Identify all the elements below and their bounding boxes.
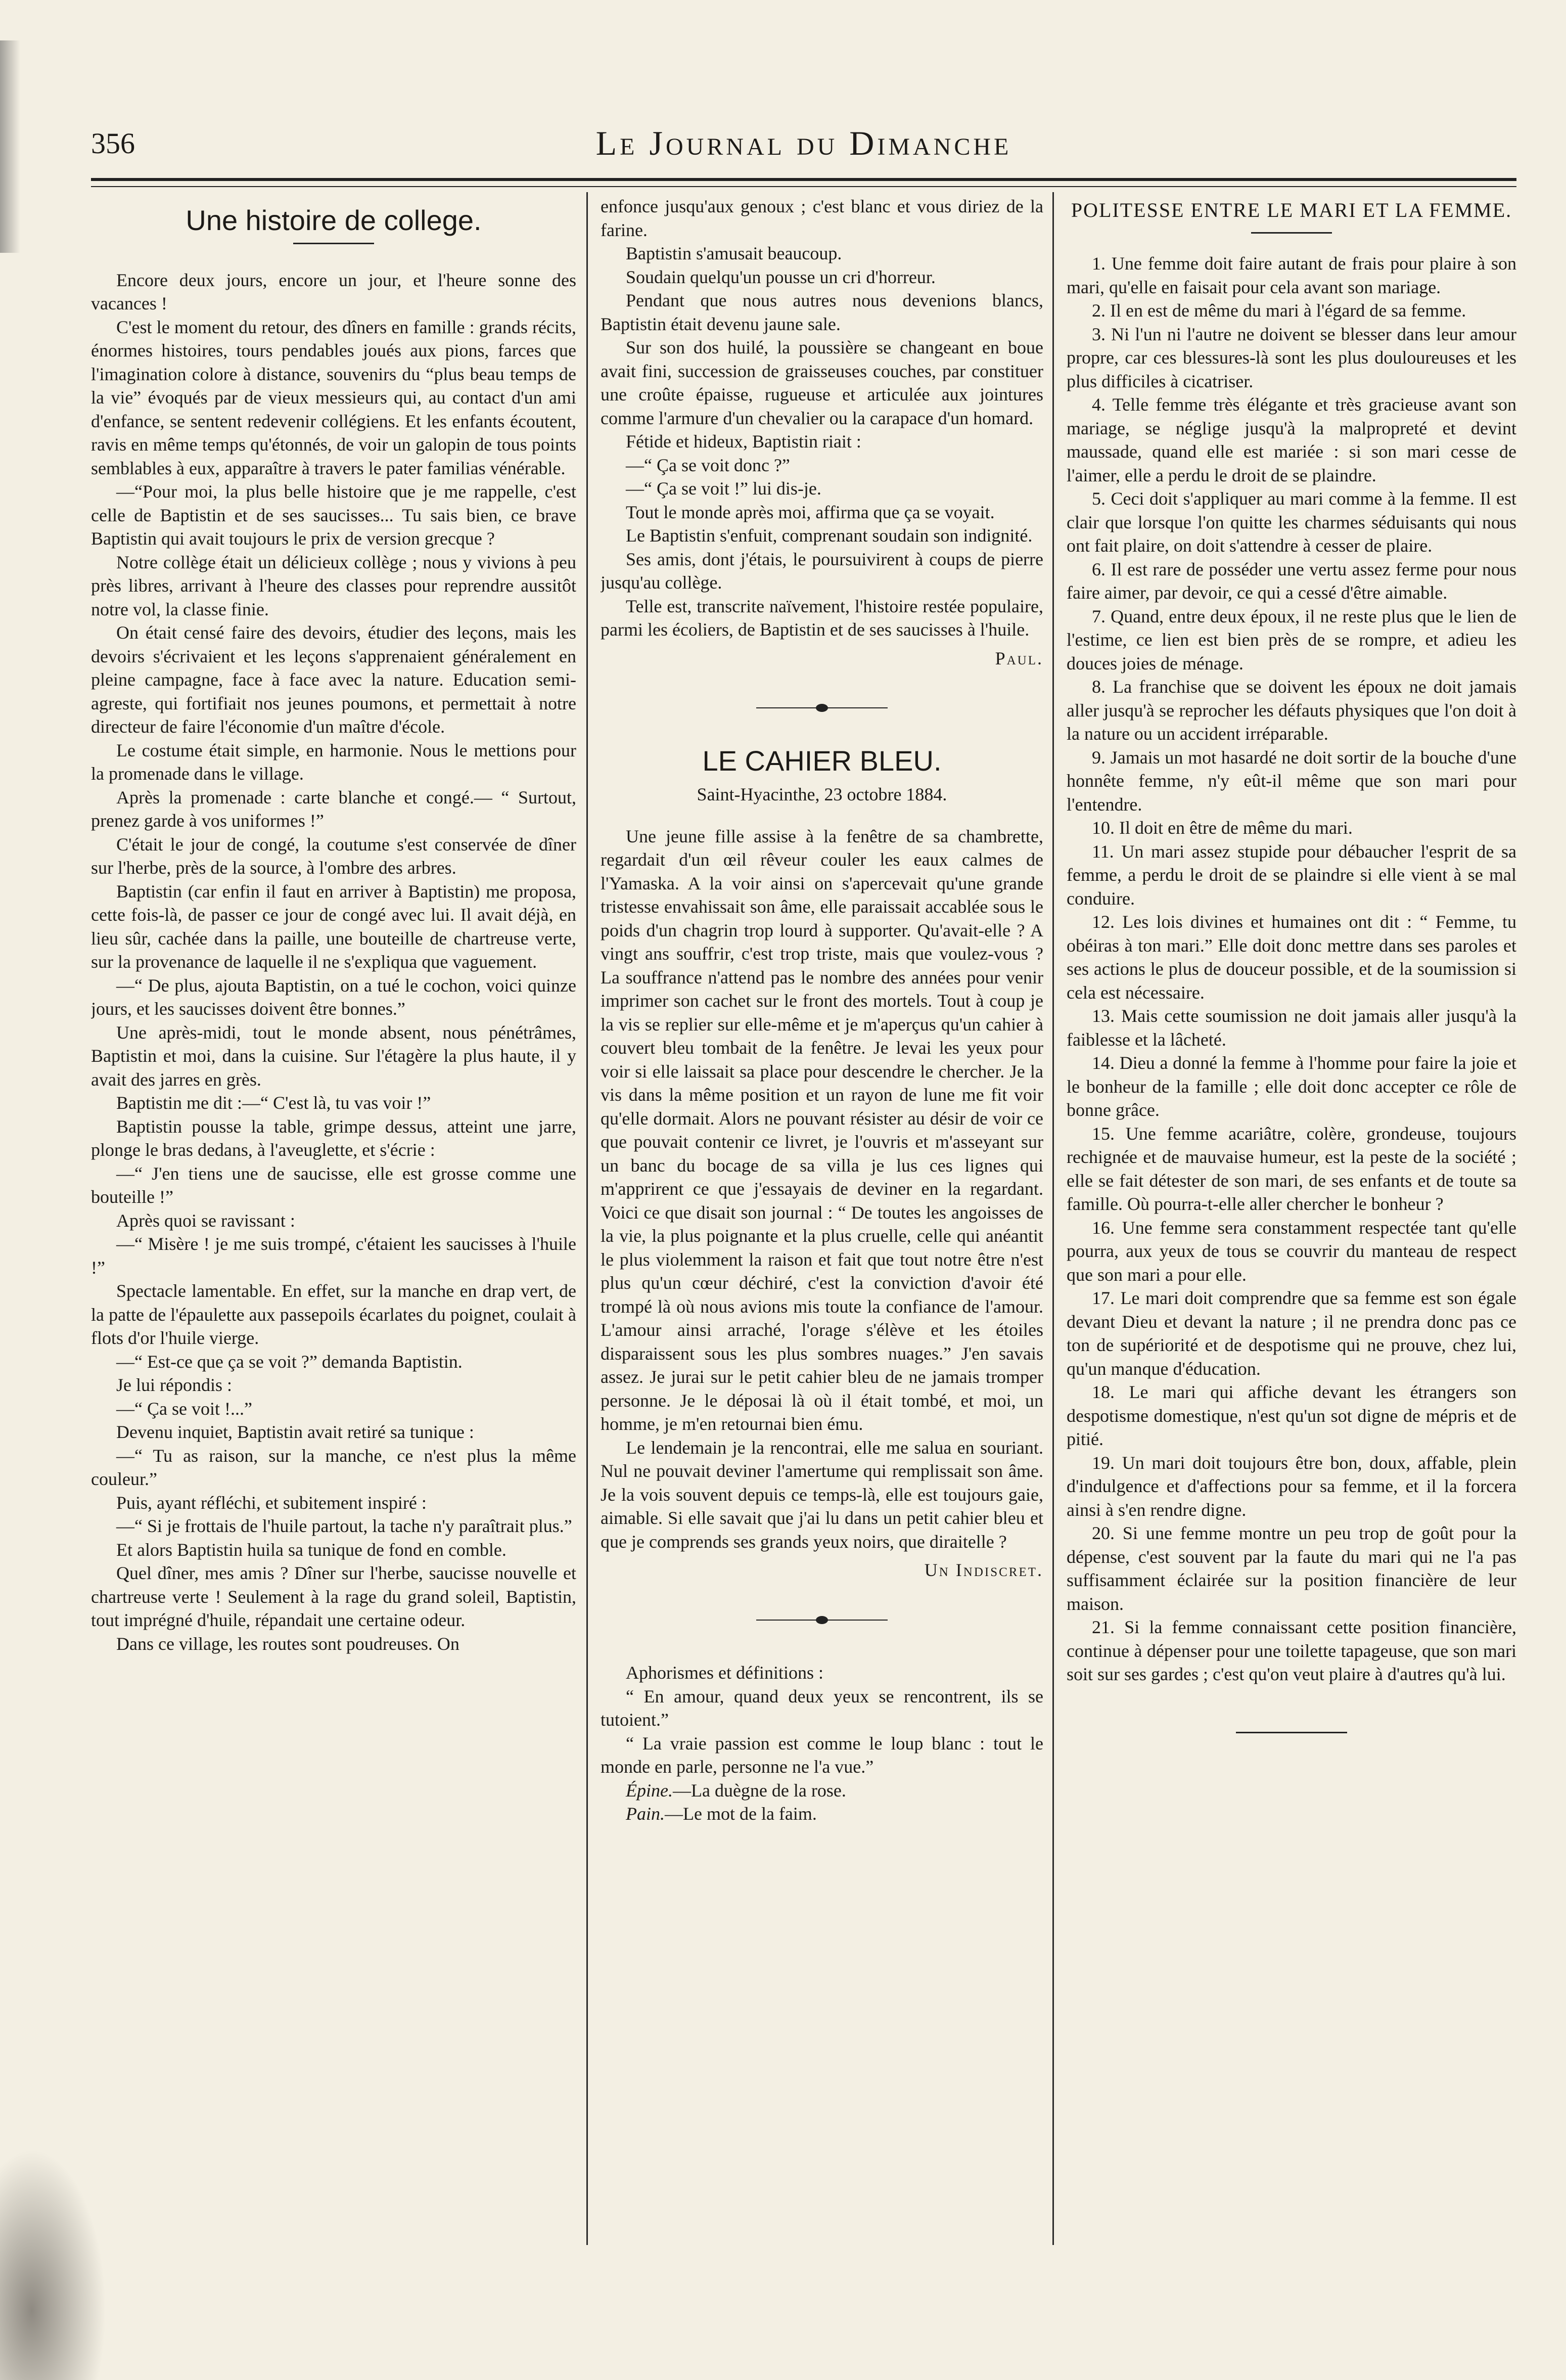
list-item: 11. Un mari assez stupide pour débaucher l'esprit de sa femme, a perdu le droit de se plaindre si elle vient à se mal conduire.	[1067, 841, 1516, 909]
list-item: 21. Si la femme connaissant cette position financière, continue à dépenser pour une toilette tapageuse, que son mari soit sur ses gardes ; c'est qu'on veut plaire à d'autres qu'à lui.	[1067, 1617, 1516, 1684]
paragraph: Une jeune fille assise à la fenêtre de sa chambrette, regardait d'un œil rêveur couler les eaux calmes de l'Yamaska. A la voir ainsi on s'apercevait qu'une grande tristesse envahissait son âme, elle paraissait accablée sous le poids d'un chagrin trop lourd à supporter. Qu'avait-elle ? A vingt ans souffrir, c'est trop triste, mais que voulez-vous ? La souffrance n'attend pas le nombre des années pour venir imprimer son cachet sur le front des mortels. Tout à coup je la vis se replier sur elle-même et je m'aperçus qu'un cahier à couvert bleu tombait de la fenêtre. Je levai les yeux pour voir si elle laissait sa place pour descendre le chercher. Je la vis dans la même position et un rayon de lune me fit voir qu'elle dormait. Alors ne pouvant résister au désir de voir ce que pouvait contenir ce livret, je l'ouvris et m'asseyant sur un banc du bocage de sa villa je lus ces lignes qui m'apprirent ce que j'essayais de deviner en la regardant. Voici ce que disait son journal : “ De toutes les angoisses de la vie, la plus poignante et la plus cruelle, celle qui anéantit le plus violemment la raison et fait que tout notre être n'est plus qu'un cœur déchiré, c'est la conviction d'avoir été trompé là où nous avions mis toute la confiance de l'amour. L'amour ainsi arraché, l'orage s'élève et les étoiles disparaissent sous les plus sombres nuages.” J'en savais assez. Je jurai sur le petit cahier bleu de ne jamais tromper personne. Je le déposai là où il était tombé, et moi, un homme, je m'en retournai bien ému.	[601, 826, 1043, 1434]
paragraph: enfonce jusqu'aux genoux ; c'est blanc et vous diriez de la farine.	[601, 196, 1043, 240]
paragraph: —“ Est-ce que ça se voit ?” demanda Baptistin.	[116, 1351, 463, 1372]
section-ornament	[601, 1607, 1043, 1631]
list-item: 4. Telle femme très élégante et très gracieuse avant son mariage, se néglige jusqu'à la malpropreté et devint maussade, quand elle est mariée : si son mari cesse de l'aimer, elle a perdu le droit de se plaindre.	[1067, 394, 1516, 485]
paragraph: —“ Ça se voit !” lui dis-je.	[626, 478, 821, 499]
definition-text: —Le mot de la faim.	[665, 1804, 817, 1824]
article-title: Une histoire de college.	[186, 204, 482, 236]
numbered-list	[1067, 252, 1516, 1686]
story-body	[601, 825, 1043, 1554]
paragraph: Tout le monde après moi, affirma que ça se voyait.	[626, 502, 995, 522]
column-divider	[1052, 192, 1054, 2245]
article-continuation	[601, 195, 1043, 642]
list-item: 12. Les lois divines et humaines ont dit : “ Femme, tu obéiras à ton mari.” Elle doit donc mettre dans ses paroles et ses actions le plus de douceur possible, et de la soumission si cela est nécessaire.	[1067, 912, 1516, 1003]
paragraph: Baptistin me dit :—“ C'est là, tu vas voir !”	[116, 1093, 431, 1113]
paragraph: Notre collège était un délicieux collège ; nous y vivions à peu près libres, arrivant à l'heure des classes pour reprendre aussitôt notre vol, la classe finie.	[91, 552, 576, 619]
paragraph: Le Baptistin s'enfuit, comprenant soudain son indignité.	[626, 525, 1033, 546]
header-rule	[91, 178, 1516, 181]
paragraph: Baptistin pousse la table, grimpe dessus, atteint une jarre, plonge le bras dedans, à l'aveuglette, et s'écrie :	[91, 1116, 576, 1160]
definition-term: Épine.	[626, 1780, 673, 1801]
author-signature: Paul.	[995, 648, 1043, 668]
paragraph: —“ Ça se voit donc ?”	[626, 455, 790, 475]
list-item: 3. Ni l'un ni l'autre ne doivent se blesser dans leur amour propre, car ces blessures-là sont les plus douloureuses et les plus difficiles à cicatriser.	[1067, 324, 1516, 391]
paragraph: Baptistin s'amusait beaucoup.	[626, 243, 842, 263]
paragraph: Fétide et hideux, Baptistin riait :	[626, 431, 861, 452]
end-rule	[1236, 1732, 1347, 1733]
dateline: Saint-Hyacinthe, 23 octobre 1884.	[697, 784, 947, 804]
paragraph: Puis, ayant réfléchi, et subitement inspiré :	[116, 1492, 427, 1513]
section-title: POLITESSE ENTRE LE MARI ET LA FEMME.	[1071, 199, 1512, 221]
list-item: 8. La franchise que se doivent les époux ne doit jamais aller jusqu'à se reprocher les défauts physiques que l'on doit à la nature ou un accident irréparable.	[1067, 677, 1516, 744]
column-1	[91, 195, 576, 2227]
paragraph: Après la promenade : carte blanche et congé.— “ Surtout, prenez garde à vos uniformes !”	[91, 787, 576, 831]
list-item: 9. Jamais un mot hasardé ne doit sortir de la bouche d'une honnête femme, n'y eût-il même que son mari pour l'entendre.	[1067, 747, 1516, 815]
paragraph: Baptistin (car enfin il faut en arriver à Baptistin) me proposa, cette fois-là, de passer ce jour de congé avec lui. Il avait déjà, en lieu sûr, cachée dans la paille, une bouteille de chartreuse verte, sur la provenance de laquelle il ne s'expliqua que vaguement.	[91, 881, 576, 972]
binding-edge-shadow	[0, 40, 20, 253]
paragraph: Quel dîner, mes amis ? Dîner sur l'herbe, saucisse nouvelle et chartreuse verte ! Seulement à la rage du grand soleil, Baptistin, tout imprégné d'huile, répandait une certaine odeur.	[91, 1563, 576, 1630]
paragraph: Le lendemain je la rencontrai, elle me salua en souriant. Nul ne pouvait deviner l'amertume qui remplissait son âme. Je la vois souvent depuis ce temps-là, elle est toujours gaie, aimable. Si elle savait que j'ai lu dans un petit cahier bleu et que je comprends ses grands yeux noirs, que diraitelle ?	[601, 1437, 1043, 1552]
masthead: Le Journal du Dimanche	[595, 124, 1012, 162]
list-item: 10. Il doit en être de même du mari.	[1092, 818, 1353, 838]
paragraph: Telle est, transcrite naïvement, l'histoire restée populaire, parmi les écoliers, de Baptistin et de ses saucisses à l'huile.	[601, 596, 1043, 640]
paragraph: Après quoi se ravissant :	[116, 1210, 295, 1231]
aphorisms	[601, 1661, 1043, 1779]
list-item: 14. Dieu a donné la femme à l'homme pour faire la joie et le bonheur de la famille ; elle doit donc accepter ce rôle de bonne grâce.	[1067, 1053, 1516, 1120]
paragraph: Le costume était simple, en harmonie. Nous le mettions pour la promenade dans le village.	[91, 740, 576, 784]
story-title: LE CAHIER BLEU.	[702, 744, 942, 777]
header-rule-thin	[91, 186, 1516, 187]
definition	[601, 1802, 1043, 1826]
paragraph: —“ J'en tiens une de saucisse, elle est grosse comme une bouteille !”	[91, 1163, 576, 1207]
paragraph: Pendant que nous autres nous devenions blancs, Baptistin était devenu jaune sale.	[601, 290, 1043, 334]
column-3	[1067, 195, 1516, 2227]
list-item: 19. Un mari doit toujours être bon, doux, affable, plein d'indulgence et d'affections pour sa femme, et il la forcera ainsi à s'en rendre digne.	[1067, 1452, 1516, 1520]
article-body	[91, 268, 576, 1656]
list-item: 15. Une femme acariâtre, colère, grondeuse, toujours rechignée et de mauvaise humeur, est la peste de la société ; elle se fait détester de son mari, de ses enfants et de toute sa famille. Où pourra-t-elle aller chercher le bonheur ?	[1067, 1123, 1516, 1214]
paragraph: Je lui répondis :	[116, 1375, 232, 1395]
definition-text: —La duègne de la rose.	[672, 1780, 846, 1801]
paragraph: Devenu inquiet, Baptistin avait retiré sa tunique :	[116, 1422, 474, 1442]
title-rule	[293, 243, 374, 244]
page-stain	[0, 2149, 106, 2380]
paragraph: Spectacle lamentable. En effet, sur la manche en drap vert, de la patte de l'épaulette aux passepoils écarlates du poignet, coulait à flots d'or l'huile vierge.	[91, 1281, 576, 1348]
paragraph: Sur son dos huilé, la poussière se changeant en boue avait fini, succession de graisseuses couches, par constituer une croûte épaisse, rugueuse et articulée aux jointures comme l'armure d'un chevalier ou la carapace d'un homard.	[601, 337, 1043, 428]
paragraph: Encore deux jours, encore un jour, et l'heure sonne des vacances !	[91, 270, 576, 313]
paragraph: —“ De plus, ajouta Baptistin, on a tué le cochon, voici quinze jours, et les saucisses doivent être bonnes.”	[91, 975, 576, 1019]
list-item: 18. Le mari qui affiche devant les étrangers son despotisme domestique, n'est qu'un sot digne de mépris et de pitié.	[1067, 1382, 1516, 1449]
paragraph: —“ Tu as raison, sur la manche, ce n'est plus la même couleur.”	[91, 1445, 576, 1489]
list-item: 17. Le mari doit comprendre que sa femme est son égale devant Dieu et devant la nature ; il ne prendra donc pas ce ton de supériorité et de despotisme qui ne prouve, chez lui, qu'un manque d'éducation.	[1067, 1288, 1516, 1379]
aphorism: “ La vraie passion est comme le loup blanc : tout le monde en parle, personne ne l'a vue.”	[601, 1733, 1043, 1777]
column-divider	[586, 192, 588, 2245]
list-item: 2. Il en est de même du mari à l'égard de sa femme.	[1092, 300, 1466, 321]
list-item: 13. Mais cette soumission ne doit jamais aller jusqu'à la faiblesse et la lâcheté.	[1067, 1006, 1516, 1050]
page-number: 356	[91, 127, 135, 160]
definitions	[601, 1779, 1043, 1826]
paragraph: —“ Ça se voit !...”	[116, 1398, 252, 1419]
column-2	[601, 195, 1043, 2227]
paragraph: C'est le moment du retour, des dîners en famille : grands récits, énormes histoires, tours pendables joués aux pions, farces que l'imagination colore à distance, souvenirs du “plus beau temps de la vie” évoqués par de vieux messieurs qui, au contact d'un ami d'enfance, se sentent redevenir collégiens. Et les enfants écoutent, ravis en même temps qu'étonnés, de voir un galopin de tous points semblables à eux, apparaître à travers le pater familias vénérable.	[91, 317, 576, 478]
title-rule	[1251, 232, 1332, 234]
list-item: 6. Il est rare de posséder une vertu assez ferme pour nous faire aimer, par devoir, ce qui a cessé d'être aimable.	[1067, 559, 1516, 603]
paragraph: —“ Si je frottais de l'huile partout, la tache n'y paraîtrait plus.”	[116, 1516, 572, 1536]
paragraph: C'était le jour de congé, la coutume s'est conservée de dîner sur l'herbe, près de la source, à l'ombre des arbres.	[91, 834, 576, 878]
story-signature: Un Indiscret.	[924, 1560, 1043, 1580]
paragraph: Soudain quelqu'un pousse un cri d'horreur.	[626, 266, 936, 287]
definition-term: Pain.	[626, 1804, 665, 1824]
page-header	[91, 116, 1516, 177]
list-item: 7. Quand, entre deux époux, il ne reste plus que le lien de l'estime, ce lien est bien près de se rompre, et adieu les douces joies de ménage.	[1067, 606, 1516, 673]
aphorism: “ En amour, quand deux yeux se rencontrent, ils se tutoient.”	[601, 1686, 1043, 1730]
paragraph: On était censé faire des devoirs, étudier des leçons, mais les devoirs s'écrivaient et les leçons s'apprenaient généralement en pleine campagne, face à face avec la nature. Education semi-agreste, qui fortifiait nos jeunes poumons, et permettait à notre directeur de faire l'économie d'un maître d'école.	[91, 622, 576, 737]
list-item: 1. Une femme doit faire autant de frais pour plaire à son mari, qu'elle en faisait pour cela avant son mariage.	[1067, 253, 1516, 297]
paragraph: Dans ce village, les routes sont poudreuses. On	[116, 1633, 459, 1654]
definition	[601, 1779, 1043, 1803]
list-item: 20. Si une femme montre un peu trop de goût pour la dépense, c'est souvent par la faute du mari qui ne l'a pas suffisamment éclairée sur la position financière de leur maison.	[1067, 1523, 1516, 1614]
paragraph: Une après-midi, tout le monde absent, nous pénétrâmes, Baptistin et moi, dans la cuisine. Sur l'étagère la plus haute, il y avait des jarres en grès.	[91, 1022, 576, 1090]
list-item: 5. Ceci doit s'appliquer au mari comme à la femme. Il est clair que lorsque l'on quitte les charmes séduisants qui nous ont fait plaire, on doit s'attendre à cesser de plaire.	[1067, 488, 1516, 556]
section-ornament	[601, 695, 1043, 719]
aphorism: Aphorismes et définitions :	[626, 1663, 823, 1683]
list-item: 16. Une femme sera constamment respectée tant qu'elle pourra, aux yeux de tous se couvrir du manteau de respect que son mari a pour elle.	[1067, 1217, 1516, 1285]
paragraph: —“Pour moi, la plus belle histoire que je me rappelle, c'est celle de Baptistin et de ses saucisses... Tu sais bien, ce brave Baptistin qui avait toujours le prix de version grecque ?	[91, 481, 576, 549]
paragraph: —“ Misère ! je me suis trompé, c'étaient les saucisses à l'huile !”	[91, 1234, 576, 1278]
paragraph: Ses amis, dont j'étais, le poursuivirent à coups de pierre jusqu'au collège.	[601, 549, 1043, 593]
paragraph: Et alors Baptistin huila sa tunique de fond en comble.	[116, 1539, 506, 1560]
